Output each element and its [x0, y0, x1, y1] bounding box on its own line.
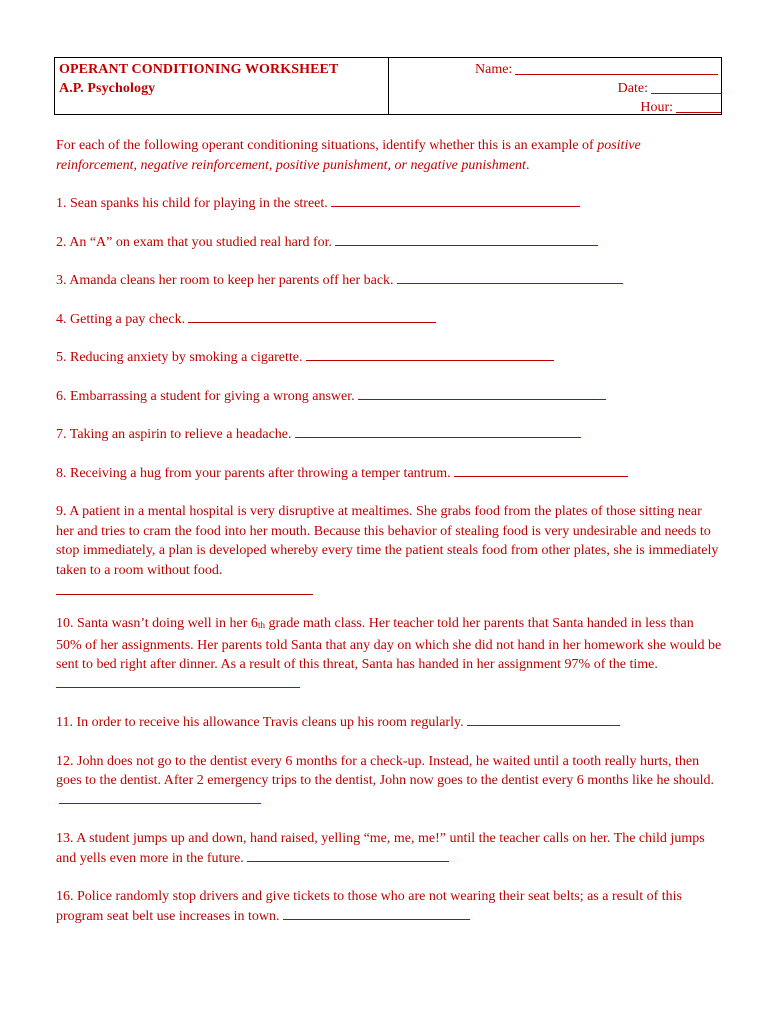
question-1 — [56, 194, 722, 214]
instructions-options: positive reinforcement, negative reinforcement, positive punishment, or negative punishment — [56, 138, 641, 173]
date-label: Date: — [617, 81, 648, 96]
instructions — [56, 136, 722, 175]
date-row — [389, 79, 721, 98]
question-text: 12. John does not go to the dentist every 6 months for a check-up. Instead, he waited until a tooth really hurts, then goes to the dentist. After 2 emergency trips to the dentist, John now goes to the dentist every 6 months like he should. — [56, 753, 715, 788]
question-text: 4. Getting a pay check. — [56, 311, 186, 327]
header-title-cell — [55, 58, 389, 114]
answer-blank[interactable] — [331, 194, 580, 207]
question-text-cont: grade math class. Her teacher told her parents that Santa handed in less than 50% of her assignments. Her parents told Santa that any day on which she did not hand in her homework she would be sent to bed right after dinner. As a result of this threat, Santa has handed in her assignment 97% of the time. — [56, 616, 722, 672]
question-text: 10. Santa wasn’t doing well in her 6 — [56, 616, 258, 631]
question-10 — [56, 614, 722, 694]
ordinal-suffix: th — [257, 620, 265, 630]
question-4 — [56, 310, 722, 330]
instructions-tail: . — [525, 157, 530, 173]
name-label: Name: — [475, 62, 513, 77]
answer-blank[interactable] — [467, 713, 620, 726]
question-16 — [56, 887, 722, 926]
hour-field[interactable] — [676, 98, 721, 113]
date-field[interactable] — [651, 79, 721, 94]
question-3 — [56, 271, 722, 291]
question-text: 8. Receiving a hug from your parents after throwing a temper tantrum. — [56, 465, 451, 481]
question-text: 3. Amanda cleans her room to keep her parents off her back. — [56, 273, 394, 288]
header-box — [54, 57, 722, 115]
course-subtitle: A.P. Psychology — [59, 81, 156, 96]
answer-blank[interactable] — [188, 310, 436, 323]
question-7 — [56, 425, 722, 445]
answer-blank[interactable] — [283, 907, 470, 920]
answer-blank[interactable] — [56, 580, 313, 595]
hour-label: Hour: — [640, 100, 673, 115]
answer-blank[interactable] — [397, 271, 623, 284]
answer-blank[interactable] — [454, 464, 628, 477]
worksheet-title: OPERANT CONDITIONING WORKSHEET — [59, 62, 339, 77]
question-9 — [56, 502, 722, 595]
question-12 — [56, 752, 722, 811]
question-text: 9. A patient in a mental hospital is very disruptive at mealtimes. She grabs food from the plates of those sitting near her and tries to cram the food into her mouth. Because this behavior of stealing food is very undesirable and needs to stop immediately, a plan is developed whereby every time the patient steals food from other plates, she is immediately taken to a room without food. — [56, 504, 719, 578]
question-text: 6. Embarrassing a student for giving a wrong answer. — [56, 388, 355, 404]
question-text: 11. In order to receive his allowance Travis cleans up his room regularly. — [56, 715, 464, 730]
question-13 — [56, 829, 722, 868]
question-text: 13. A student jumps up and down, hand raised, yelling “me, me, me!” until the teacher calls on her. The child jumps and yells even more in the future. — [56, 831, 705, 866]
question-text: 5. Reducing anxiety by smoking a cigarette. — [56, 350, 303, 365]
name-field[interactable] — [515, 60, 718, 75]
question-6 — [56, 387, 722, 407]
question-2 — [56, 233, 722, 253]
answer-blank[interactable] — [56, 675, 300, 688]
question-text: 1. Sean spanks his child for playing in the street. — [56, 196, 328, 211]
header-info-cell — [389, 58, 721, 114]
instructions-lead: For each of the following operant conditioning situations, identify whether this is an example of — [56, 138, 598, 153]
question-text: 2. An “A” on exam that you studied real hard for. — [56, 234, 333, 250]
question-11 — [56, 713, 722, 733]
answer-blank[interactable] — [358, 387, 606, 400]
question-8 — [56, 464, 722, 484]
name-row — [389, 60, 721, 79]
answer-blank[interactable] — [306, 348, 554, 361]
worksheet-content — [56, 136, 722, 945]
hour-row — [389, 98, 721, 117]
question-text: 7. Taking an aspirin to relieve a headache. — [56, 427, 292, 442]
question-5 — [56, 348, 722, 368]
answer-blank[interactable] — [59, 791, 261, 804]
question-text: 16. Police randomly stop drivers and give tickets to those who are not wearing their seat belts; as a result of this program seat belt use increases in town. — [56, 889, 682, 924]
answer-blank[interactable] — [247, 849, 449, 862]
answer-blank[interactable] — [335, 233, 598, 246]
answer-blank[interactable] — [295, 425, 581, 438]
